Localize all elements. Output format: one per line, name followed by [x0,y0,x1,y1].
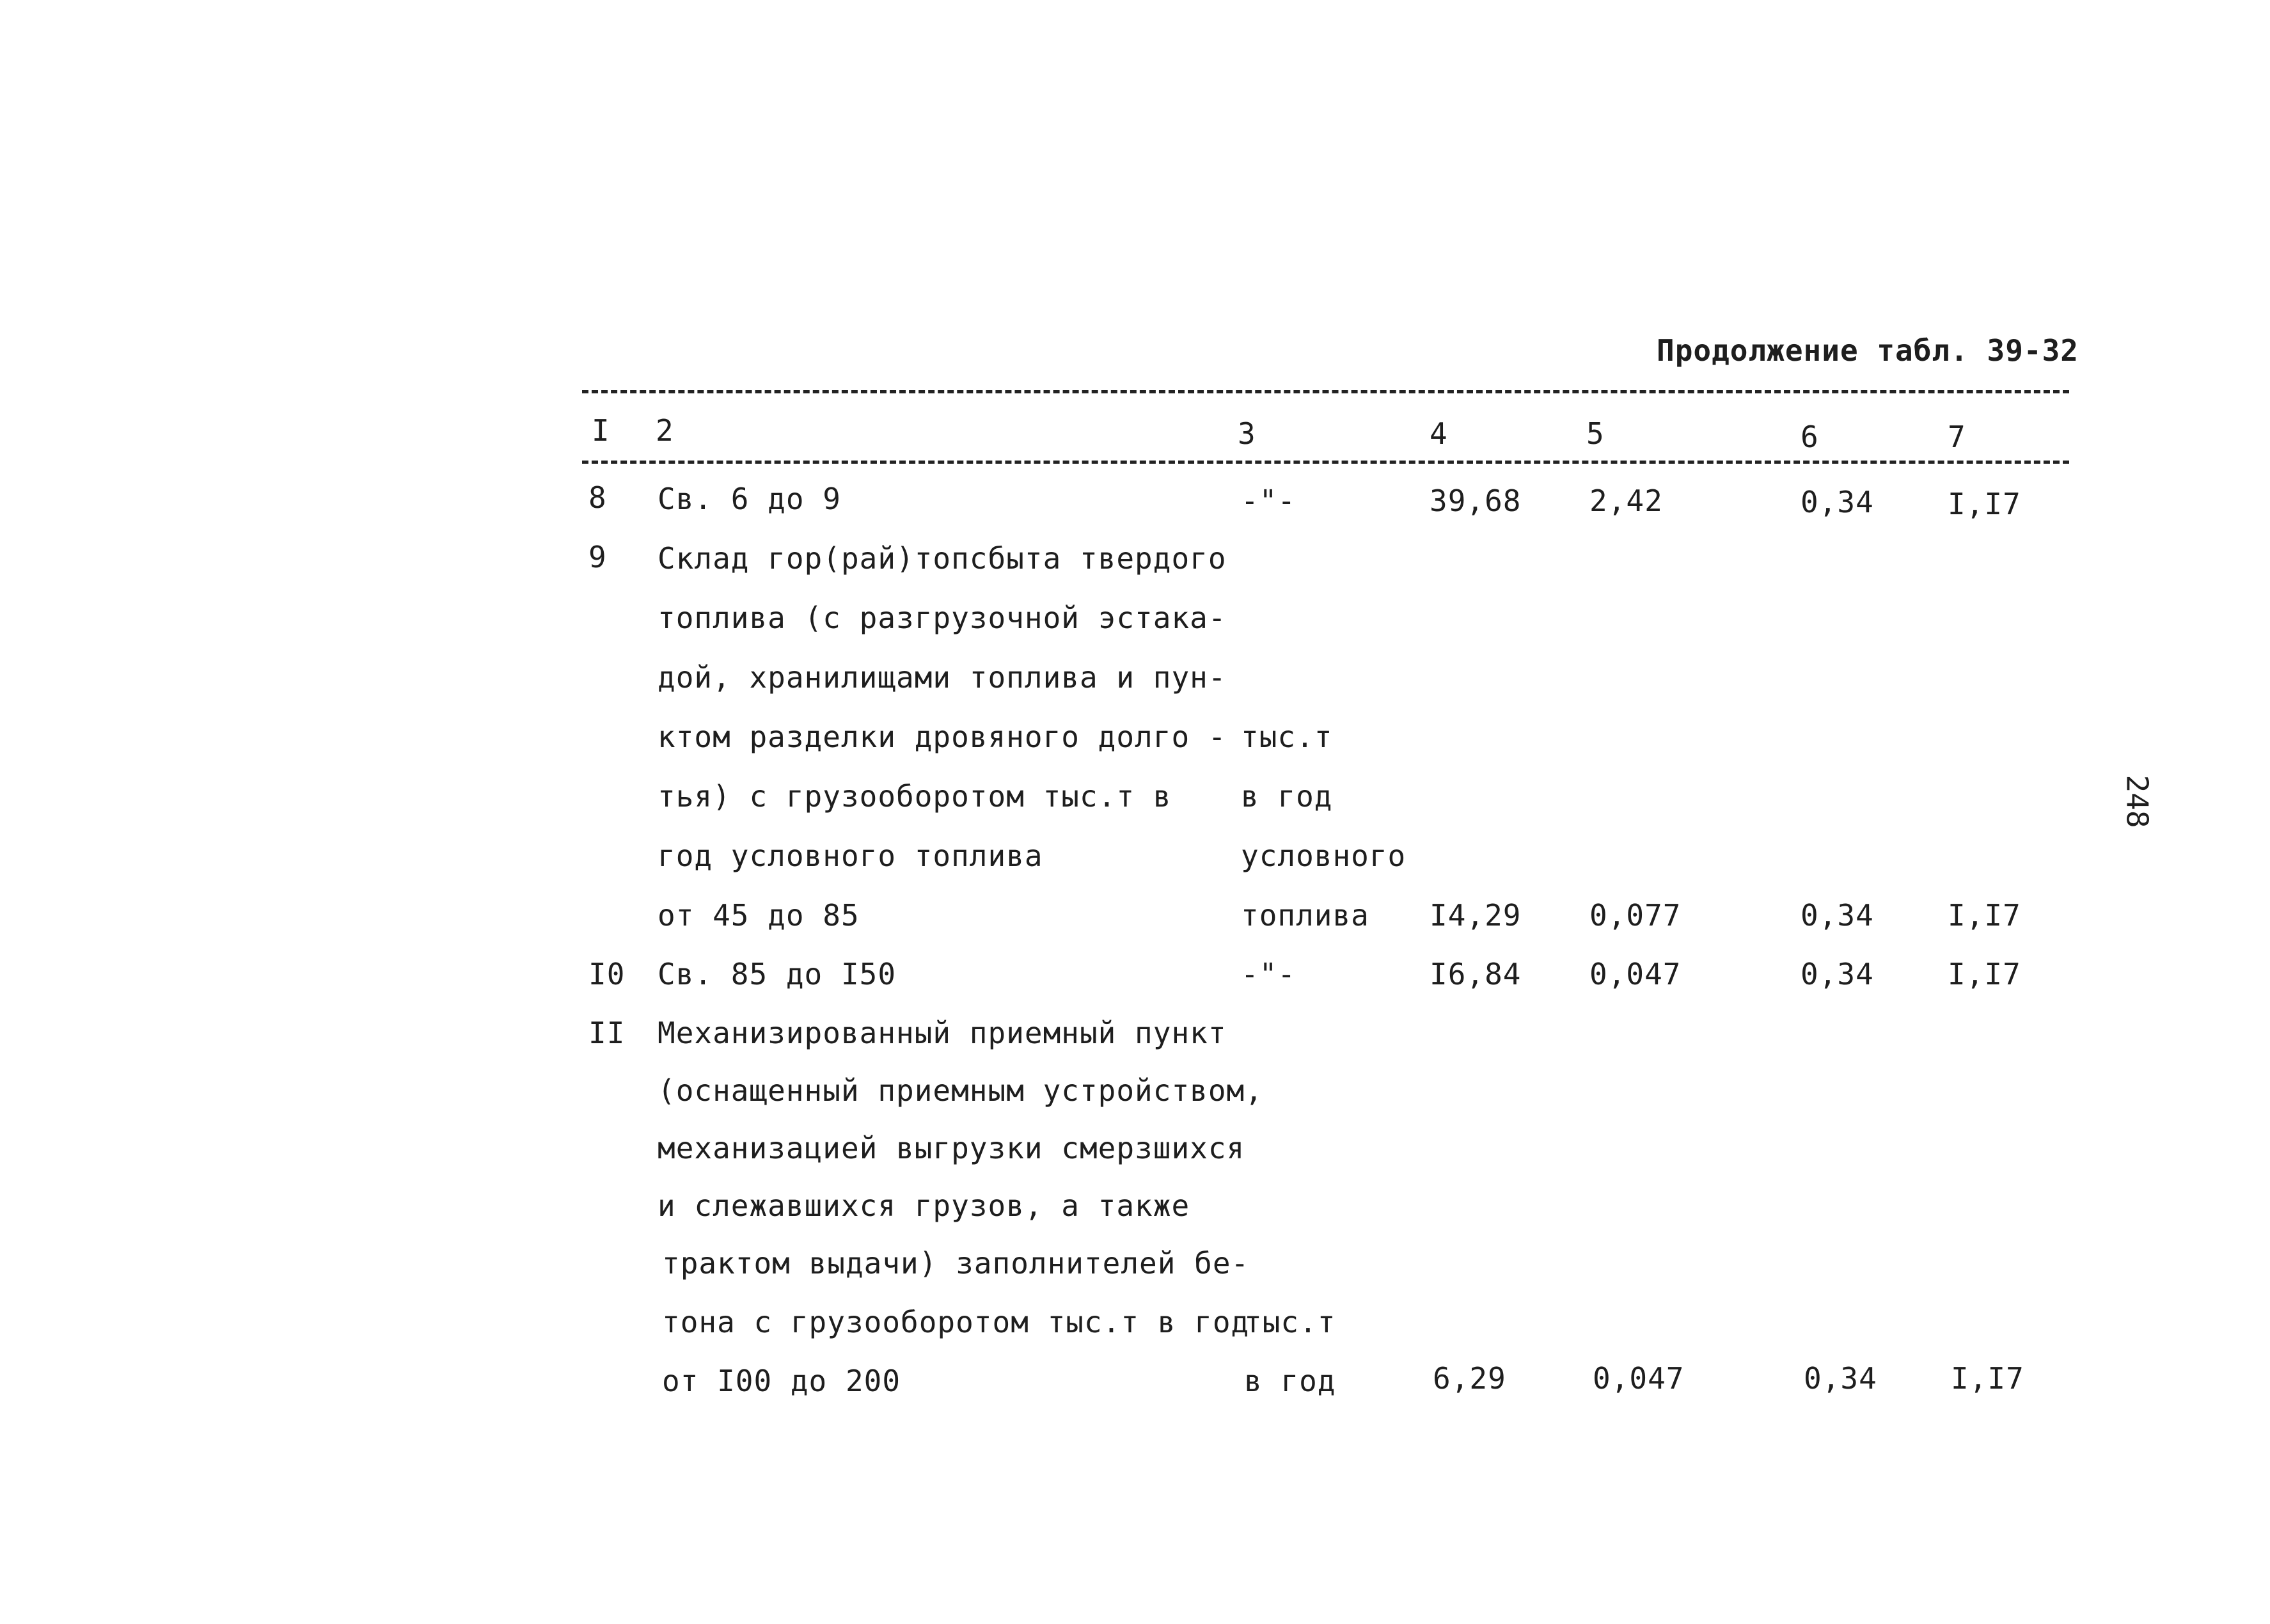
row-unit-line: тыс.т [1244,1305,1336,1339]
row-value-4: 6,29 [1433,1361,1506,1396]
row-description-line: дой, хранилищами топлива и пун- [658,660,1227,695]
header-col-2: 2 [656,413,674,448]
row-number: I0 [588,957,626,991]
row-value-5: 0,047 [1593,1361,1685,1396]
row-description-line: трактом выдачи) заполнителей бе- [662,1246,1250,1281]
row-unit-line: условного [1241,839,1407,873]
row-description: Св. 6 до 9 [658,482,841,516]
header-divider [582,461,2069,464]
row-unit: -"- [1241,484,1297,518]
row-value-7: I,I7 [1951,1361,2024,1396]
row-value-6: 0,34 [1801,485,1874,519]
row-number: II [588,1016,626,1050]
header-col-5: 5 [1586,416,1605,451]
table-continuation-title: Продолжение табл. 39-32 [1657,333,2079,368]
row-value-5: 2,42 [1589,484,1663,518]
row-description-line: и слежавшихся грузов, а также [658,1188,1190,1223]
row-description-line: механизацией выгрузки смерзшихся [658,1131,1245,1165]
row-value-4: 39,68 [1430,484,1522,518]
row-value-7: I,I7 [1948,957,2021,991]
header-col-1: I [592,413,610,448]
row-description-line: тона с грузооборотом тыс.т в год [662,1305,1250,1339]
row-description: Св. 85 до I50 [658,957,897,991]
row-value-6: 0,34 [1801,957,1874,991]
row-description-line: Склад гор(рай)топсбыта твердого [658,541,1227,576]
row-description-line: Механизированный приемный пункт [658,1016,1227,1050]
row-value-6: 0,34 [1801,898,1874,933]
row-description-line: (оснащенный приемным устройством, [658,1073,1263,1108]
row-description-line: ктом разделки дровяного долго - [658,720,1227,754]
header-col-3: 3 [1238,416,1256,451]
page-number: 248 [2120,775,2155,828]
row-unit-line: топлива [1241,898,1369,933]
row-value-7: I,I7 [1948,898,2021,933]
row-unit-line: в год [1241,779,1333,814]
table-top-divider [582,390,2069,393]
row-description-line: год условного топлива [658,839,1043,873]
row-unit: -"- [1241,957,1297,991]
row-description-line: тья) с грузооборотом тыс.т в [658,779,1172,814]
row-value-4: I4,29 [1430,898,1522,933]
row-value-7: I,I7 [1948,487,2021,521]
row-value-5: 0,077 [1589,898,1682,933]
row-value-5: 0,047 [1589,957,1682,991]
row-number: 9 [588,540,607,574]
header-col-6: 6 [1801,420,1819,454]
row-description-line: топлива (с разгрузочной эстака- [658,601,1227,635]
header-col-7: 7 [1948,420,1966,454]
row-value-6: 0,34 [1804,1361,1877,1396]
row-value-4: I6,84 [1430,957,1522,991]
row-description-line: от I00 до 200 [662,1364,901,1398]
row-description-line: от 45 до 85 [658,898,860,933]
row-unit-line: тыс.т [1241,720,1333,754]
row-unit-line: в год [1244,1364,1336,1398]
row-number: 8 [588,480,607,515]
header-col-4: 4 [1430,416,1448,451]
